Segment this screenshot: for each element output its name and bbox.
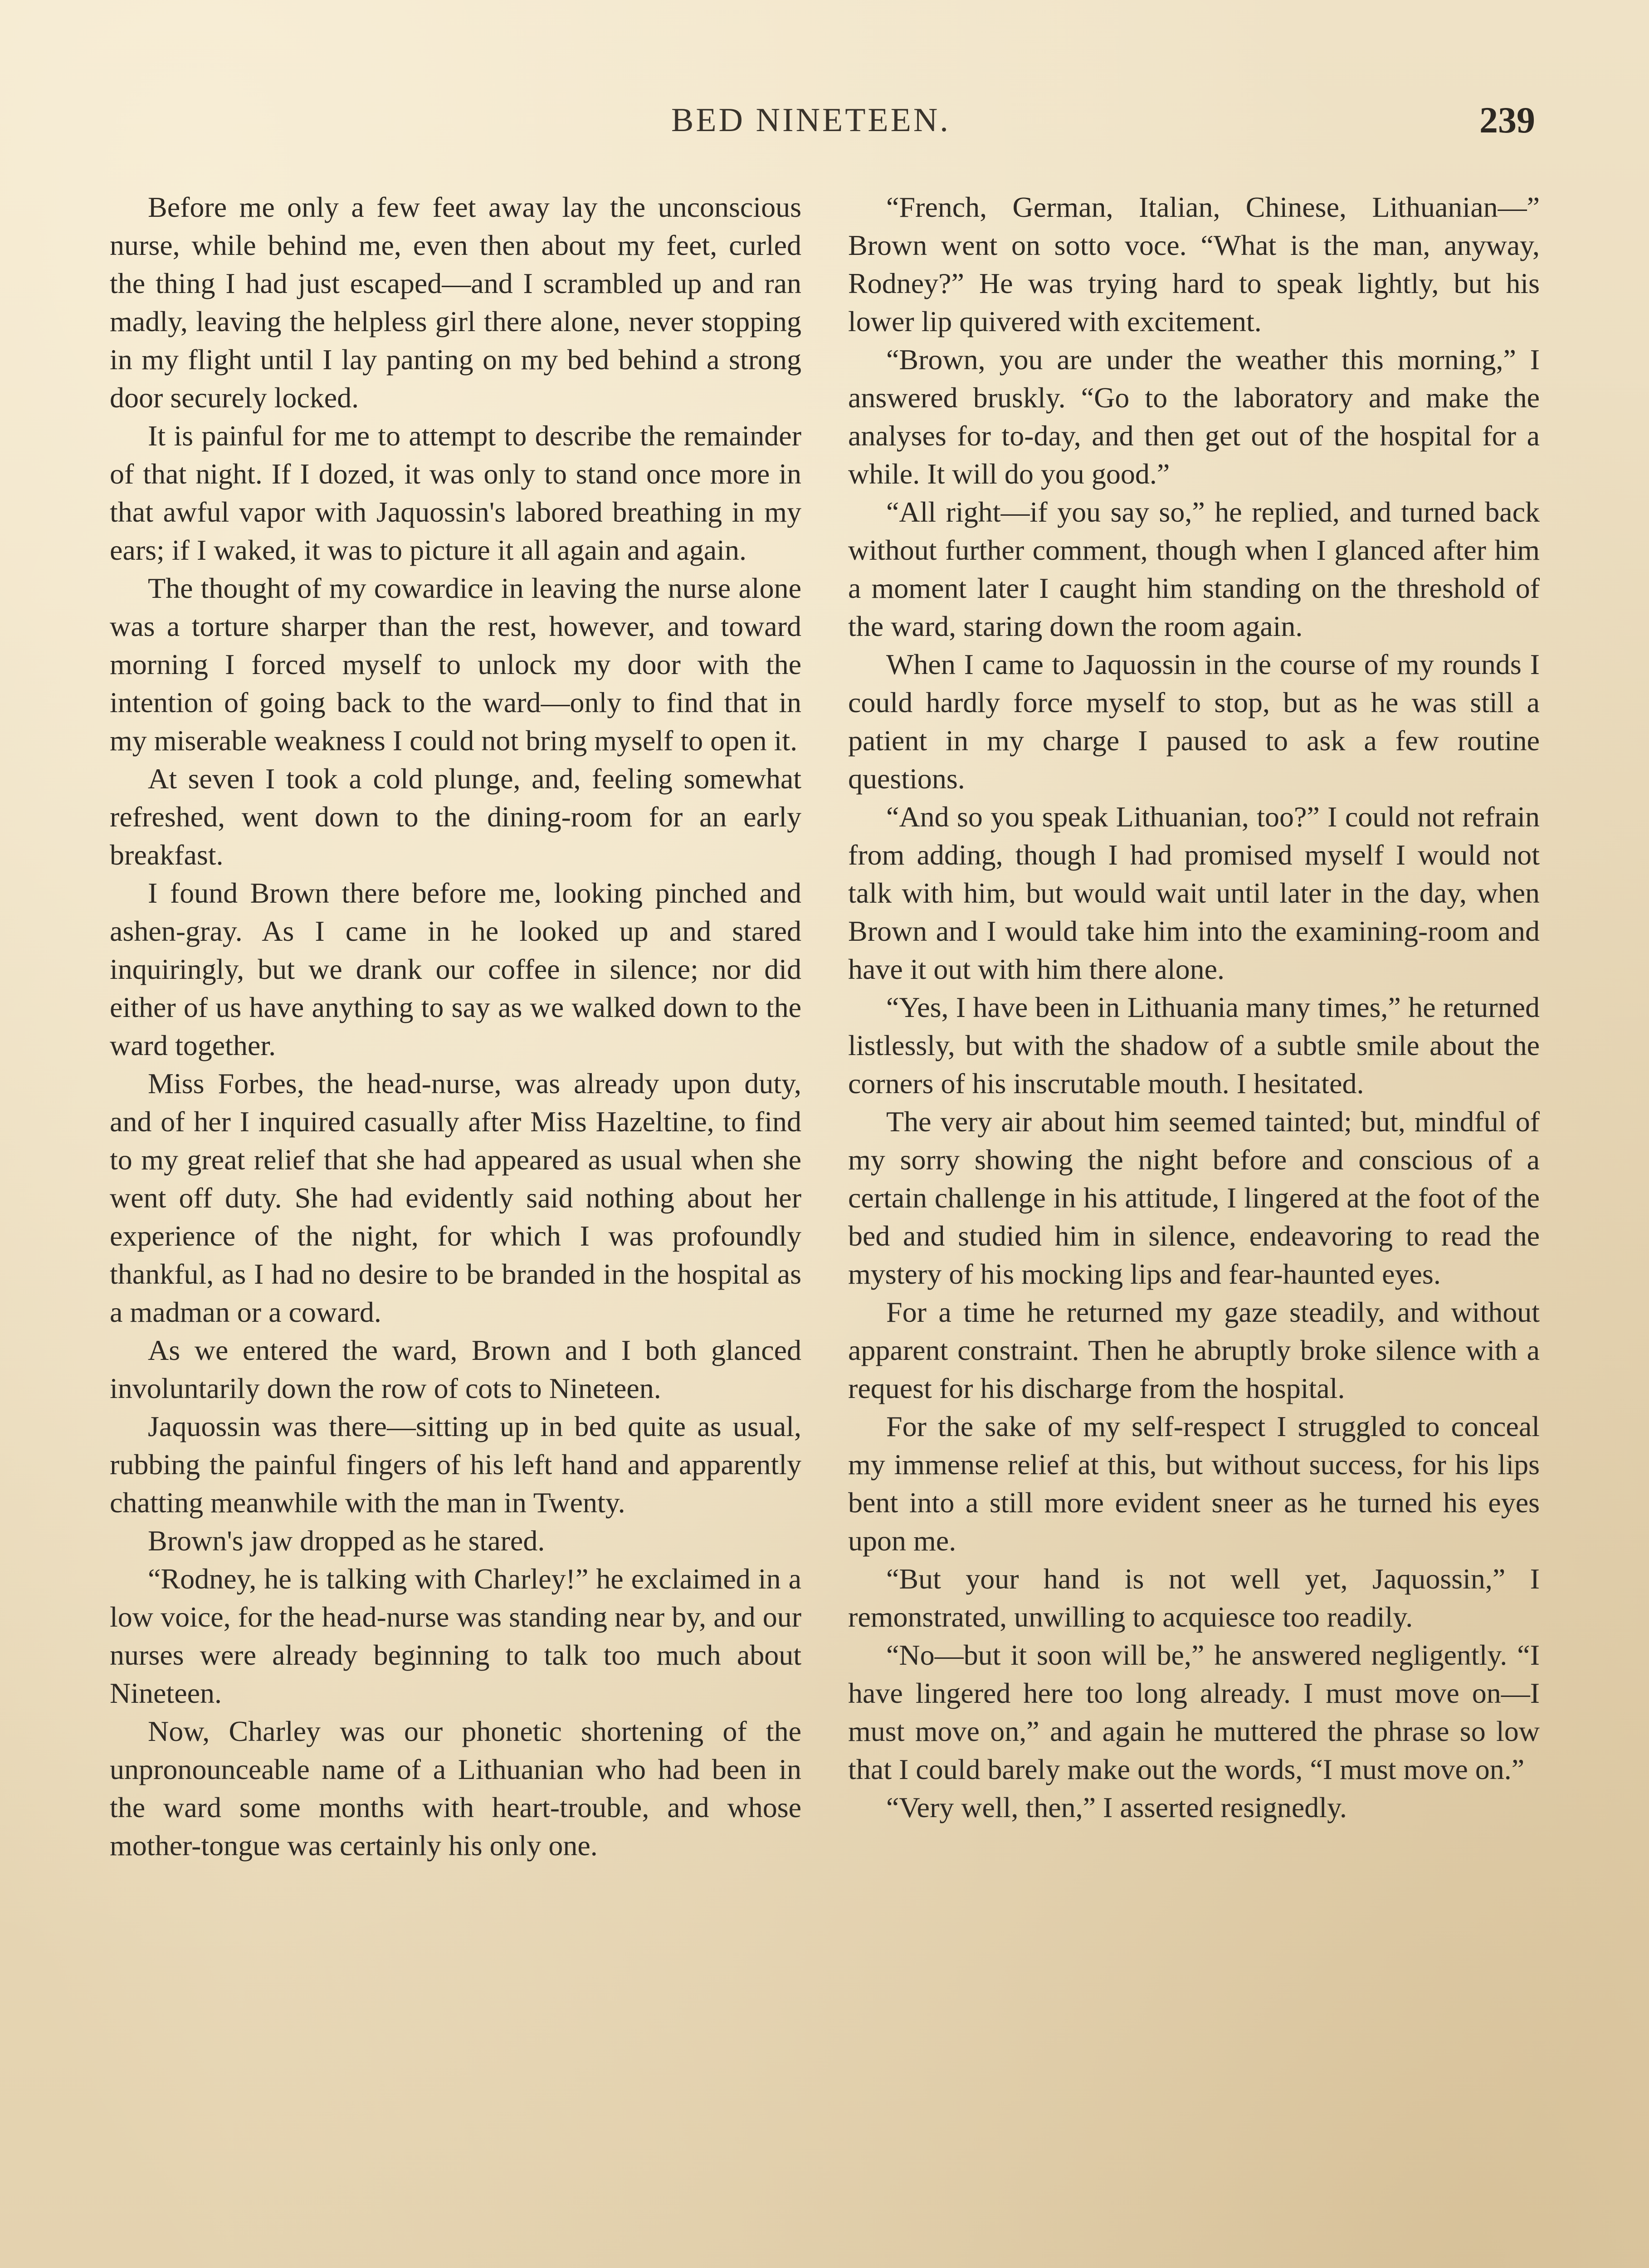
paragraph: The very air about him seemed tainted; but, mindful of my sorry showing the night before and conscious of a certain challenge in his attitude, I lingered at the foot of the bed and studied him in silence, endeavoring to read the mystery of his mocking lips and fear-haunted eyes. (848, 1105, 1540, 1290)
paragraph: “Very well, then,” I asserted resignedly. (886, 1791, 1347, 1823)
paragraph: Miss Forbes, the head-nurse, was already upon duty, and of her I inquired casually after Miss Hazeltine, to find to my great relief that she had appeared as usual when she went off duty. She had evidently said nothing about her experience of the night, for which I was profoundly thankful, as I had no desire to be branded in the hospital as a madman or a coward. (110, 1067, 801, 1328)
paragraph: As we entered the ward, Brown and I both glanced involuntarily down the row of cots to Nineteen. (110, 1334, 801, 1404)
page-number: 239 (1479, 99, 1535, 141)
paragraph: “Yes, I have been in Lithuania many times,” he returned listlessly, but with the shadow of a subtle smile about the corners of his inscrutable mouth. I hesitated. (848, 991, 1540, 1100)
paragraph: Before me only a few feet away lay the unconscious nurse, while behind me, even then about my feet, curled the thing I had just escaped—and I scrambled up and ran madly, leaving the helpless girl there alone, never stopping in my flight until I lay panting on my bed behind a strong door securely locked. (110, 191, 801, 414)
paragraph: “No—but it soon will be,” he answered negligently. “I have lingered here too long already. I must move on—I must move on,” and again he muttered the phrase so low that I could barely make out the words, “I must move on.” (848, 1639, 1540, 1785)
paragraph: Now, Charley was our phonetic shortening of the unpronounceable name of a Lithuanian who had been in the ward some months with heart-trouble, and whose mother-tongue was certainly his only one. (110, 1715, 801, 1862)
paragraph: When I came to Jaquossin in the course of my rounds I could hardly force myself to stop, but as he was still a patient in my charge I paused to ask a few routine questions. (848, 648, 1540, 795)
paragraph: “But your hand is not well yet, Jaquossin,” I remonstrated, unwilling to acquiesce too readily. (848, 1563, 1540, 1633)
paragraph: It is painful for me to attempt to describe the remainder of that night. If I dozed, it was only to stand once more in that awful vapor with Jaquossin's labored breathing in my ears; if I waked, it was to picture it all again and again. (110, 420, 801, 566)
paragraph: Jaquossin was there—sitting up in bed quite as usual, rubbing the painful fingers of his left hand and apparently chatting meanwhile with the man in Twenty. (110, 1410, 801, 1519)
paragraph: “French, German, Italian, Chinese, Lithuanian—” Brown went on sotto voce. “What is the man, anyway, Rodney?” He was trying hard to speak lightly, but his lower lip quivered with excitement. (848, 191, 1540, 337)
running-head: BED NINETEEN. (671, 102, 951, 139)
paragraph: “Rodney, he is talking with Charley!” he exclaimed in a low voice, for the head-nurse was standing near by, and our nurses were already beginning to talk too much about Nineteen. (110, 1563, 801, 1709)
paragraph: At seven I took a cold plunge, and, feeling somewhat refreshed, went down to the dining-room for an early breakfast. (110, 763, 801, 871)
paragraph: For the sake of my self-respect I struggled to conceal my immense relief at this, but without success, for his lips bent into a still more evident sneer as he turned his eyes upon me. (848, 1410, 1540, 1557)
left-column (110, 188, 801, 2268)
page-header (0, 98, 1649, 147)
paragraph: Brown's jaw dropped as he stared. (148, 1525, 545, 1557)
paragraph: For a time he returned my gaze steadily, and without apparent constraint. Then he abruptly broke silence with a request for his discharge from the hospital. (848, 1296, 1540, 1404)
right-column (848, 188, 1540, 2268)
paragraph: The thought of my cowardice in leaving the nurse alone was a torture sharper than the rest, however, and toward morning I forced myself to unlock my door with the intention of going back to the ward—only to find that in my miserable weakness I could not bring myself to open it. (110, 572, 801, 757)
paragraph: I found Brown there before me, looking pinched and ashen-gray. As I came in he looked up and stared inquiringly, but we drank our coffee in silence; nor did either of us have anything to say as we walked down to the ward together. (110, 877, 801, 1061)
paragraph: “And so you speak Lithuanian, too?” I could not refrain from adding, though I had promised myself I would not talk with him, but would wait until later in the day, when Brown and I would take him into the examining-room and have it out with him there alone. (848, 801, 1540, 985)
paragraph: “Brown, you are under the weather this morning,” I answered bruskly. “Go to the laboratory and make the analyses for to-day, and then get out of the hospital for a while. It will do you good.” (848, 343, 1540, 490)
paragraph: “All right—if you say so,” he replied, and turned back without further comment, though when I glanced after him a moment later I caught him standing on the threshold of the ward, staring down the room again. (848, 496, 1540, 642)
